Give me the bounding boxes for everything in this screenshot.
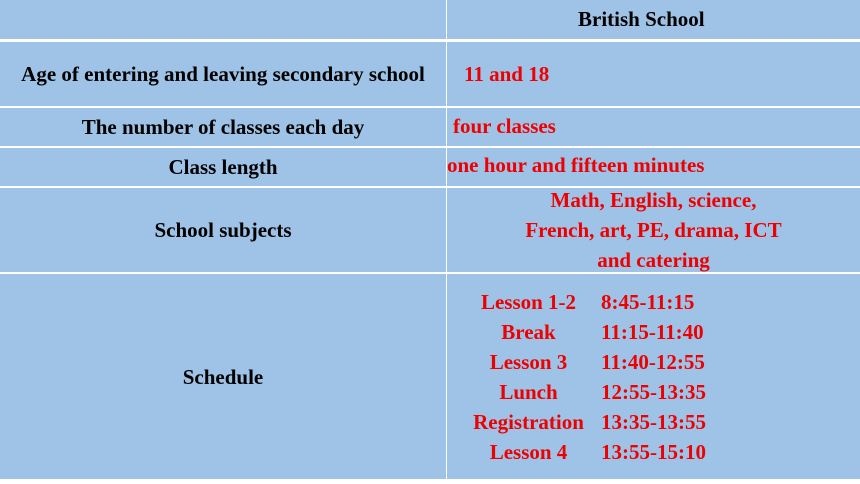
row-label-class-length: Class length — [168, 155, 278, 179]
header-row — [0, 0, 860, 39]
schedule-item-time: 8:45-11:15 — [601, 289, 695, 314]
subjects-line-1: Math, English, science, — [550, 188, 757, 212]
row-label-cell — [0, 188, 446, 272]
table-row-classes — [0, 108, 860, 146]
row-value-cell — [447, 42, 860, 106]
schedule-item-name: Lesson 3 — [489, 349, 568, 374]
row-divider — [0, 272, 860, 274]
row-value-classes: four classes — [453, 114, 556, 138]
subjects-line-2: French, art, PE, drama, ICT — [525, 218, 782, 242]
row-label-subjects: School subjects — [154, 218, 292, 242]
row-value-class-length: one hour and fifteen minutes — [447, 153, 705, 177]
schedule-item-name: Break — [501, 319, 556, 344]
column-divider — [446, 0, 447, 479]
schedule-item-name: Lesson 1-2 — [480, 289, 577, 314]
schedule-item — [456, 437, 706, 467]
subjects-line-3: and catering — [597, 248, 710, 272]
header-british-school-cell — [447, 0, 860, 39]
schedule-item-time: 13:35-13:55 — [601, 409, 706, 434]
row-label-cell — [0, 42, 446, 106]
row-label-cell — [0, 108, 446, 146]
schedule-item-name: Registration — [473, 409, 584, 434]
schedule-list — [447, 274, 860, 479]
header-divider — [0, 39, 860, 42]
schedule-item-time: 12:55-13:35 — [601, 379, 706, 404]
header-empty-cell — [0, 0, 446, 39]
schedule-item-name: Lunch — [499, 379, 558, 404]
row-label-cell — [0, 148, 446, 186]
table-row-class-length — [0, 148, 860, 186]
schedule-item — [456, 407, 706, 437]
schedule-item — [456, 377, 706, 407]
row-label-classes: The number of classes each day — [81, 115, 365, 139]
table-row-schedule — [0, 274, 860, 479]
row-value-age: 11 and 18 — [464, 62, 550, 86]
schedule-item — [456, 317, 704, 347]
schedule-item — [456, 347, 705, 377]
row-label-age: Age of entering and leaving secondary school — [21, 62, 425, 86]
row-divider — [0, 146, 860, 148]
schedule-item-name: Lesson 4 — [489, 439, 568, 464]
schedule-item-time: 11:15-11:40 — [601, 319, 704, 344]
schedule-item-time: 11:40-12:55 — [601, 349, 705, 374]
row-label-cell — [0, 274, 446, 479]
row-value-cell — [447, 108, 860, 146]
header-british-school: British School — [578, 7, 705, 31]
row-value-cell — [447, 148, 860, 186]
table-row-subjects — [0, 188, 860, 272]
table-row-age — [0, 42, 860, 106]
row-value-cell — [447, 188, 860, 272]
row-label-schedule: Schedule — [182, 364, 264, 389]
schedule-item-time: 13:55-15:10 — [601, 439, 706, 464]
row-divider — [0, 186, 860, 188]
schedule-item — [456, 287, 694, 317]
row-divider — [0, 106, 860, 108]
